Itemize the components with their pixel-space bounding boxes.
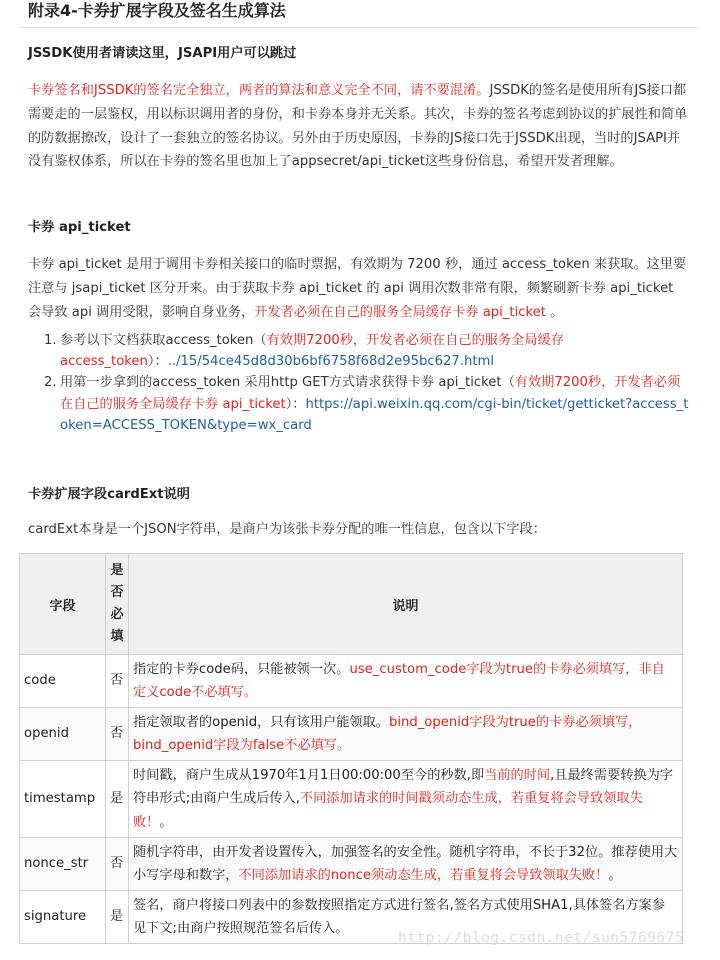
list-number: 1.	[44, 333, 57, 348]
desc-warning: 不同添加请求的nonce须动态生成，若重复将会导致领取失败！	[238, 868, 609, 883]
field-required: 是	[106, 891, 129, 944]
table-header-row	[20, 554, 683, 655]
jssdk-paragraph	[28, 79, 690, 174]
desc-text: 。	[608, 868, 622, 883]
table-row	[20, 708, 683, 761]
field-required: 是	[106, 761, 129, 838]
list-warning: 有效期7200秒，开发者必须在自己的服务全局缓存access_token	[60, 333, 564, 370]
field-description	[129, 838, 683, 891]
api-ticket-heading: 卡券 api_ticket	[28, 220, 131, 235]
list-number: 2.	[44, 375, 57, 391]
desc-warning: bind_openid字段为true的卡券必须填写，bind_openid字段为false不必填写。	[133, 714, 642, 753]
field-required: 否	[106, 708, 129, 761]
field-required: 否	[106, 655, 129, 708]
header-required: 是否必填	[106, 554, 129, 655]
api-ticket-paragraph	[28, 253, 690, 324]
field-name: timestamp	[20, 761, 106, 838]
list-text: 参考以下文档获取access_token（	[60, 333, 267, 348]
watermark: http://blog.csdn.net/sun5769675	[398, 930, 685, 946]
jssdk-warning: 卡券签名和JSSDK的签名完全独立，两者的算法和意义完全不同，请不要混淆。	[28, 83, 490, 98]
api-ticket-warning: 开发者必须在自己的服务全局缓存卡券 api_ticket	[254, 304, 546, 320]
field-name: code	[20, 655, 106, 708]
desc-warning: 不同添加请求的时间戳须动态生成，若重复将会导致领取失败！	[133, 791, 643, 830]
table-row	[20, 838, 683, 891]
page-title: 附录4-卡券扩展字段及签名生成算法	[28, 1, 286, 20]
ticket-api-link[interactable]: https://api.weixin.qq.com/cgi-bin/ticket/getticket?access_token=ACCESS_TOKEN&type=wx_card	[60, 396, 689, 433]
steps-list	[40, 330, 692, 436]
list-text: ）：	[285, 396, 306, 412]
api-ticket-end: 。	[545, 304, 564, 320]
list-item	[40, 330, 692, 372]
field-description	[129, 761, 683, 838]
desc-text: 随机字符串，由开发者设置传入，加强签名的安全性。随机字符串，不长于32位。推荐使用大小写字母和数字，	[133, 844, 678, 883]
field-required: 否	[106, 838, 129, 891]
list-warning: 有效期7200秒，开发者必须在自己的服务全局缓存卡券 api_ticket	[60, 375, 681, 412]
list-text: ）：	[147, 354, 168, 370]
title-divider	[18, 27, 698, 28]
api-ticket-text: 卡券 api_ticket 是用于调用卡券相关接口的临时票据，有效期为 7200 秒，通过 access_token 来获取。这里要注意与 jsapi_ticket 区分开来。由于获取卡券 api_ticket 的 api 调用次数非常有限，频繁刷新卡券 api_ticket 会导致 api 调用受限，影响自身业务，	[28, 257, 687, 320]
header-description: 说明	[129, 554, 683, 655]
cardext-table	[19, 553, 683, 944]
field-description	[129, 655, 683, 708]
desc-text: 签名，商户将接口列表中的参数按照指定方式进行签名,签名方式使用SHA1,具体签名方案参见下文;由商户按照规范签名后传入。	[133, 897, 666, 936]
field-name: openid	[20, 708, 106, 761]
desc-text: 指定的卡券code码，只能被领一次。	[133, 661, 350, 677]
jssdk-text: JSSDK的签名是使用所有JS接口都需要走的一层鉴权，用以标识调用者的身份，和卡券本身并无关系。其次，卡券的签名考虑到协议的扩展性和简单的防数据擦改，设计了一套独立的签名协议。另外由于历史原因，卡券的JS接口先于JSSDK出现，当时的JSAPI并没有鉴权体系，所以在卡券的签名里也加上了appsecret/api_ticket这些身份信息，希望开发者理解。	[28, 83, 688, 170]
cardext-heading: 卡券扩展字段cardExt说明	[28, 487, 190, 502]
jssdk-heading: JSSDK使用者请读这里，JSAPI用户可以跳过	[28, 46, 297, 61]
doc-link[interactable]: ../15/54ce45d8d30b6bf6758f68d2e95bc627.html	[167, 354, 495, 370]
cardext-intro: cardExt本身是一个JSON字符串，是商户为该张卡券分配的唯一性信息，包含以下字段：	[28, 522, 546, 537]
list-item	[40, 372, 692, 436]
desc-text: ,且最终需要转换为字符串形式;由商户生成后传入,	[133, 767, 673, 807]
list-text: 用第一步拿到的access_token 采用http GET方式请求获得卡券 api_ticket（	[60, 375, 515, 391]
field-description	[129, 708, 683, 761]
field-name: signature	[20, 891, 106, 944]
desc-warning: use_custom_code字段为true的卡券必须填写，非自定义code不必填写。	[133, 661, 665, 700]
desc-text: 时间戳，商户生成从1970年1月1日00:00:00至今的秒数,即	[133, 767, 485, 783]
field-name: nonce_str	[20, 838, 106, 891]
desc-text: 。	[159, 814, 173, 830]
desc-warning: 当前的时间	[484, 767, 551, 783]
table-row	[20, 655, 683, 708]
desc-text: 指定领取者的openid，只有该用户能领取。	[133, 714, 389, 730]
table-row	[20, 761, 683, 838]
header-field: 字段	[20, 554, 106, 655]
